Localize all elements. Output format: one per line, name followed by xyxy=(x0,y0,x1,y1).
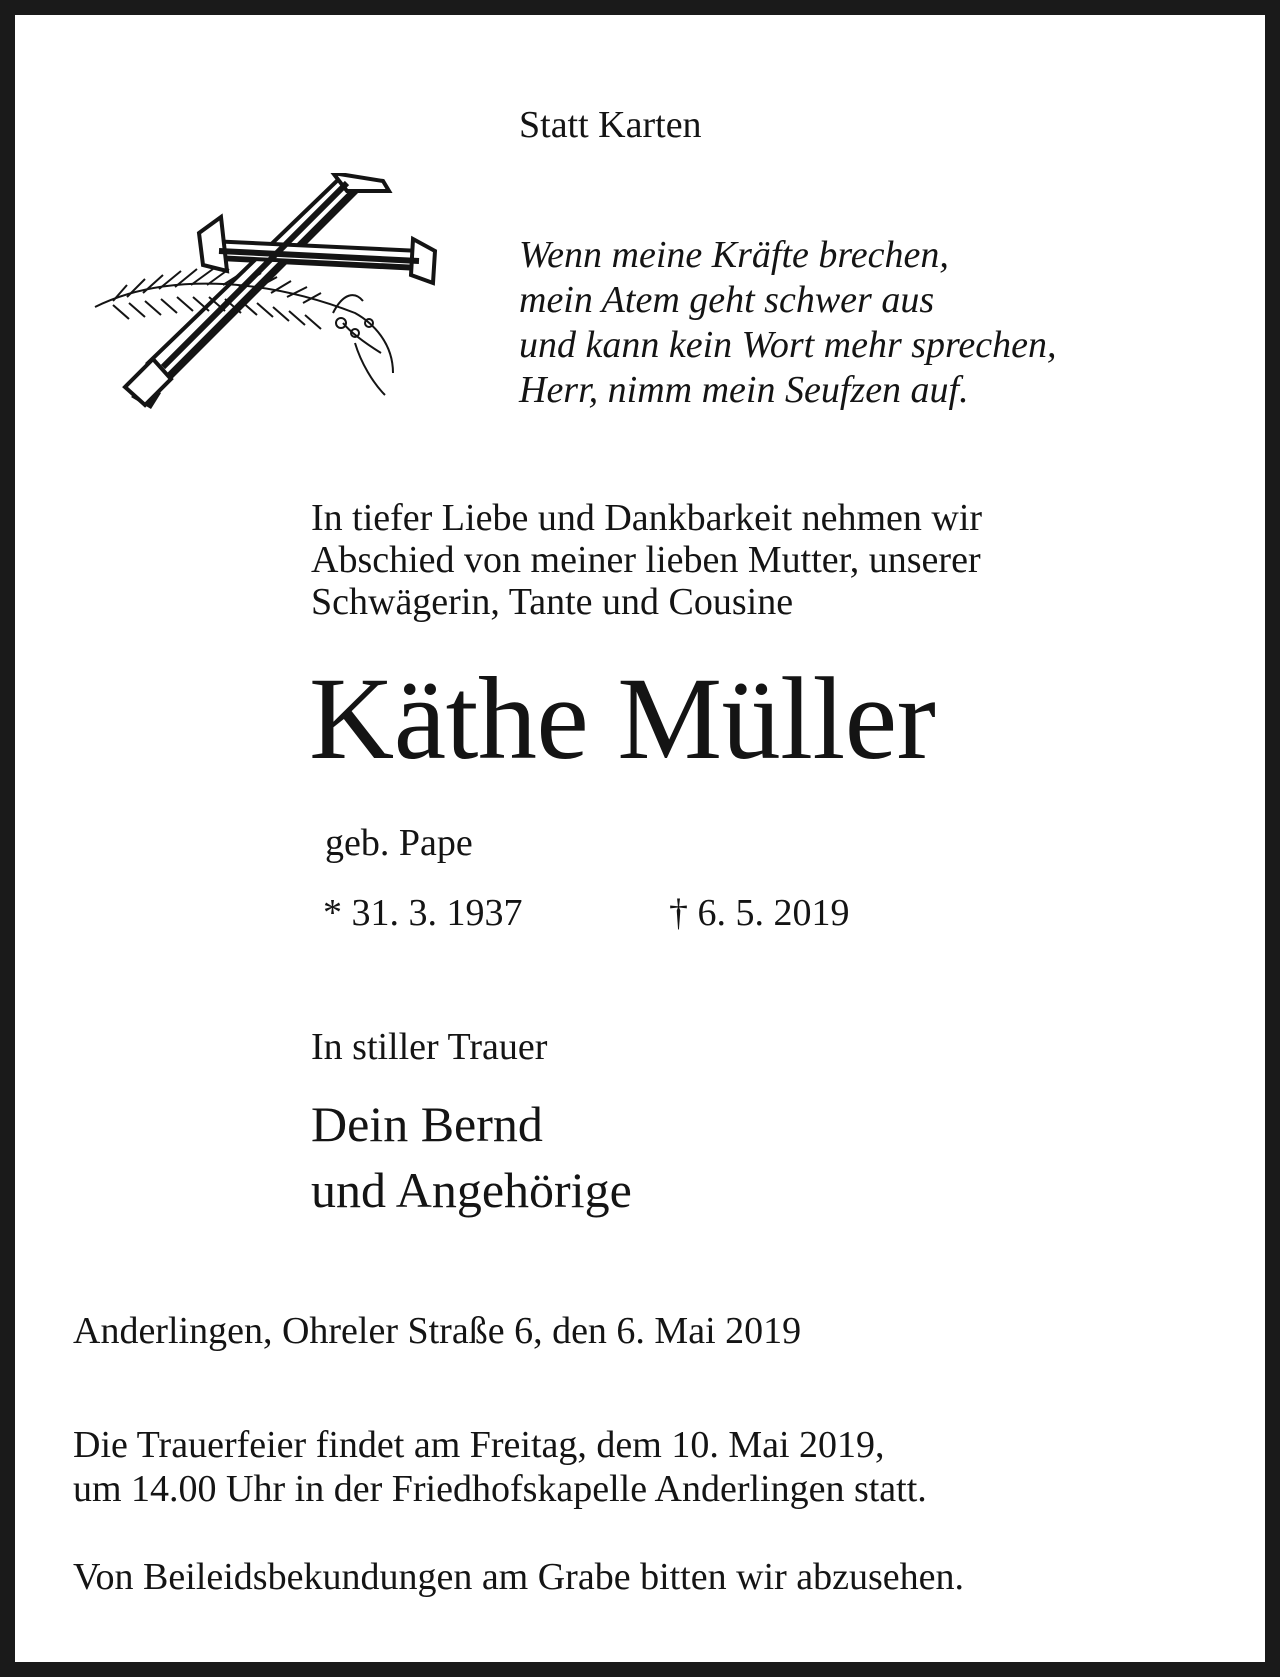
signer-line: und Angehörige xyxy=(311,1162,632,1218)
condolence-request: Von Beileidsbekundungen am Grabe bitten wir abzusehen. xyxy=(73,1556,965,1598)
signer-line: Dein Bernd xyxy=(311,1096,543,1152)
maiden-name: geb. Pape xyxy=(325,822,473,864)
poem-line: Wenn meine Kräfte brechen, xyxy=(519,234,949,276)
signers xyxy=(311,1091,632,1223)
intro-text xyxy=(311,497,982,623)
intro-line: Schwägerin, Tante und Cousine xyxy=(311,581,794,623)
poem-line: mein Atem geht schwer aus xyxy=(519,279,935,321)
service-info xyxy=(73,1423,927,1511)
poem xyxy=(519,233,1057,413)
intro-line: In tiefer Liebe und Dankbarkeit nehmen wir xyxy=(311,497,983,539)
service-line: um 14.00 Uhr in der Friedhofskapelle Anderlingen statt. xyxy=(73,1468,927,1510)
place-date: Anderlingen, Ohreler Straße 6, den 6. Mai 2019 xyxy=(73,1310,802,1352)
birth-date: * 31. 3. 1937 xyxy=(323,892,523,934)
poem-line: und kann kein Wort mehr sprechen, xyxy=(519,324,1057,366)
mourning-label: In stiller Trauer xyxy=(311,1026,548,1068)
header-statt-karten: Statt Karten xyxy=(519,104,702,146)
service-line: Die Trauerfeier findet am Freitag, dem 10. Mai 2019, xyxy=(73,1424,885,1466)
intro-line: Abschied von meiner lieben Mutter, unserer xyxy=(311,539,981,581)
poem-line: Herr, nimm mein Seufzen auf. xyxy=(519,369,969,411)
deceased-name: Käthe Müller xyxy=(309,653,936,784)
cross-with-palm-branch-icon xyxy=(93,173,453,423)
death-date: † 6. 5. 2019 xyxy=(669,892,850,934)
